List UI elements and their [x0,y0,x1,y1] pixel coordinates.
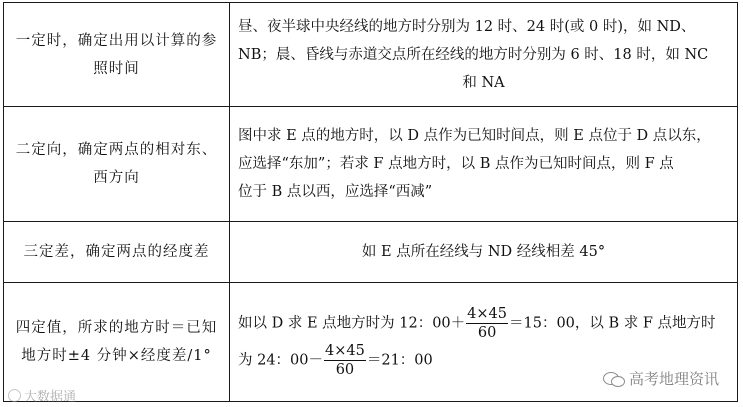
watermark-right [603,368,719,389]
fraction-denominator: 60 [477,325,497,341]
watermark-left [8,386,76,405]
table-row [4,3,738,107]
step-label-3: 三定差，确定两点的经度差 [4,222,230,283]
desc-line: 和 NA [462,74,505,91]
step-label-2: 二定向，确定两点的相对东、西方向 [4,107,230,222]
table-row [4,107,738,222]
watermark-text: 高考地理资讯 [628,370,719,388]
formula-text: ＝21：00 [366,352,433,369]
formula-text: 为 24：00－ [238,352,324,369]
step-desc-2 [230,107,738,222]
formula-line-1 [238,305,729,342]
desc-line: NB；晨、昏线与赤道交点所在经线的地方时分别为 6 时、18 时，如 NC [238,46,709,63]
watermark-text: 大数据通 [24,390,77,405]
step-desc-3 [230,222,738,283]
desc-line: 昼、夜半球中央经线的地方时分别为 12 时、24 时(或 0 时)，如 ND、 [238,18,696,35]
desc-line: 如 E 点所在经线与 ND 经线相差 45° [361,244,606,260]
formula-text: 如以 D 求 E 点地方时为 12：00＋ [238,315,466,332]
fraction [324,342,366,379]
fraction-denominator: 60 [335,362,355,378]
fraction-numerator: 4×45 [467,306,507,322]
geography-time-table [3,2,738,402]
desc-line: 应选择“东加”；若求 F 点地方时，以 B 点作为已知时间点，则 F 点 [238,156,674,172]
wechat-icon [603,371,625,387]
desc-line: 位于 B 点以西，应选择“西减” [238,184,433,200]
fraction [466,305,508,342]
desc-line: 图中求 E 点的地方时，以 D 点作为已知时间点，则 E 点位于 D 点以东， [238,128,711,144]
fraction-numerator: 4×45 [325,343,365,359]
table-row [4,222,738,283]
logo-icon [8,389,21,402]
step-label-4: 四定值，所求的地方时＝已知地方时±4 分钟×经度差/1° [4,283,230,402]
step-desc-1 [230,3,738,107]
formula-text: ＝15：00，以 B 求 F 点地方时 [509,315,716,332]
step-label-1: 一定时，确定出用以计算的参照时间 [4,3,230,107]
